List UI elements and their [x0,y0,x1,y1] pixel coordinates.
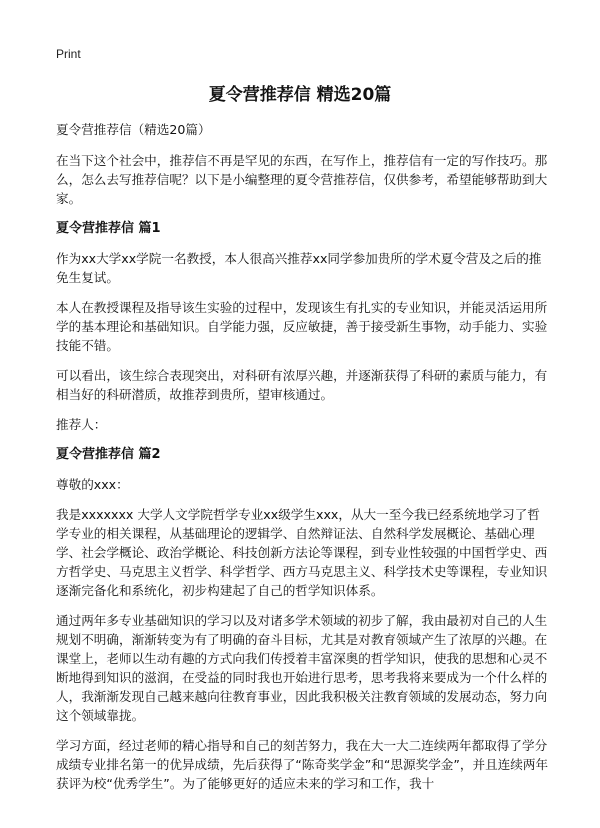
document-body [56,120,552,804]
section-1-paragraph-1: 作为xx大学xx学院一名教授，本人很高兴推荐xx同学参加贵所的学术夏令营及之后的推免生复试。 [56,251,542,285]
section-1-paragraph-2: 本人在教授课程及指导该生实验的过程中，发现该生有扎实的专业知识，并能灵活运用所学的基本理论和基础知识。自学能力强，反应敏捷，善于接受新生事物，动手能力、实验技能不错。 [56,300,548,353]
section-2-heading: 夏令营推荐信 篇2 [56,447,161,462]
intro-paragraph: 在当下这个社会中，推荐信不再是罕见的东西，在写作上，推荐信有一定的写作技巧。那么，怎么去写推荐信呢？以下是小编整理的夏令营推荐信，仅供参考，希望能够帮助到大家。 [56,153,548,206]
page-title: 夏令营推荐信 精选20篇 [208,85,392,105]
section-2-paragraph-3: 学习方面，经过老师的精心指导和自己的刻苦努力，我在大一大二连续两年都取得了学分成绩专业排名第一的优异成绩，先后获得了“陈奇奖学金”和“思源奖学金”，并且连续两年获评为校“优秀学生”。为了能够更好的适应未来的学习和工作，我十 [56,738,549,791]
section-2-paragraph-1: 我是xxxxxxx 大学人文学院哲学专业xx级学生xxx，从大一至今我已经系统地学习了哲学专业的相关课程，从基础理论的逻辑学、自然辩证法、自然科学发展概论、基础心理学、社会学概论、政治学概论、科技创新方法论等课程，到专业性较强的中国哲学史、西方哲学史、马克思主义哲学、科学哲学、西方马克思主义、科学技术史等课程，专业知识逐渐完备化和系统化，初步构建起了自己的哲学知识体系。 [56,507,548,598]
print-link[interactable]: Print [56,47,81,61]
section-1-signoff: 推荐人： [56,417,107,432]
section-1-paragraph-3: 可以看出，该生综合表现突出，对科研有浓厚兴趣，并逐渐获得了科研的素质与能力，有相当好的科研潜质，故推荐到贵所，望审核通过。 [56,368,548,402]
section-2-greeting: 尊敬的xxx： [56,477,129,492]
document-subtitle: 夏令营推荐信（精选20篇） [56,122,211,137]
section-1-heading: 夏令营推荐信 篇1 [56,221,161,236]
section-2-paragraph-2: 通过两年多专业基础知识的学习以及对诸多学术领域的初步了解，我由最初对自己的人生规划不明确，渐渐转变为有了明确的奋斗目标，尤其是对教育领域产生了浓厚的兴趣。在课堂上，老师以生动有趣的方式向我们传授着丰富深奥的哲学知识，使我的思想和心灵不断地得到知识的滋润，在受益的同时我也开始进行思考，思考我将来要成为一个什么样的人，我渐渐发现自己越来越向往教育事业，因此我积极关注教育领域的发展动态，努力向这个领域靠拢。 [56,613,548,723]
